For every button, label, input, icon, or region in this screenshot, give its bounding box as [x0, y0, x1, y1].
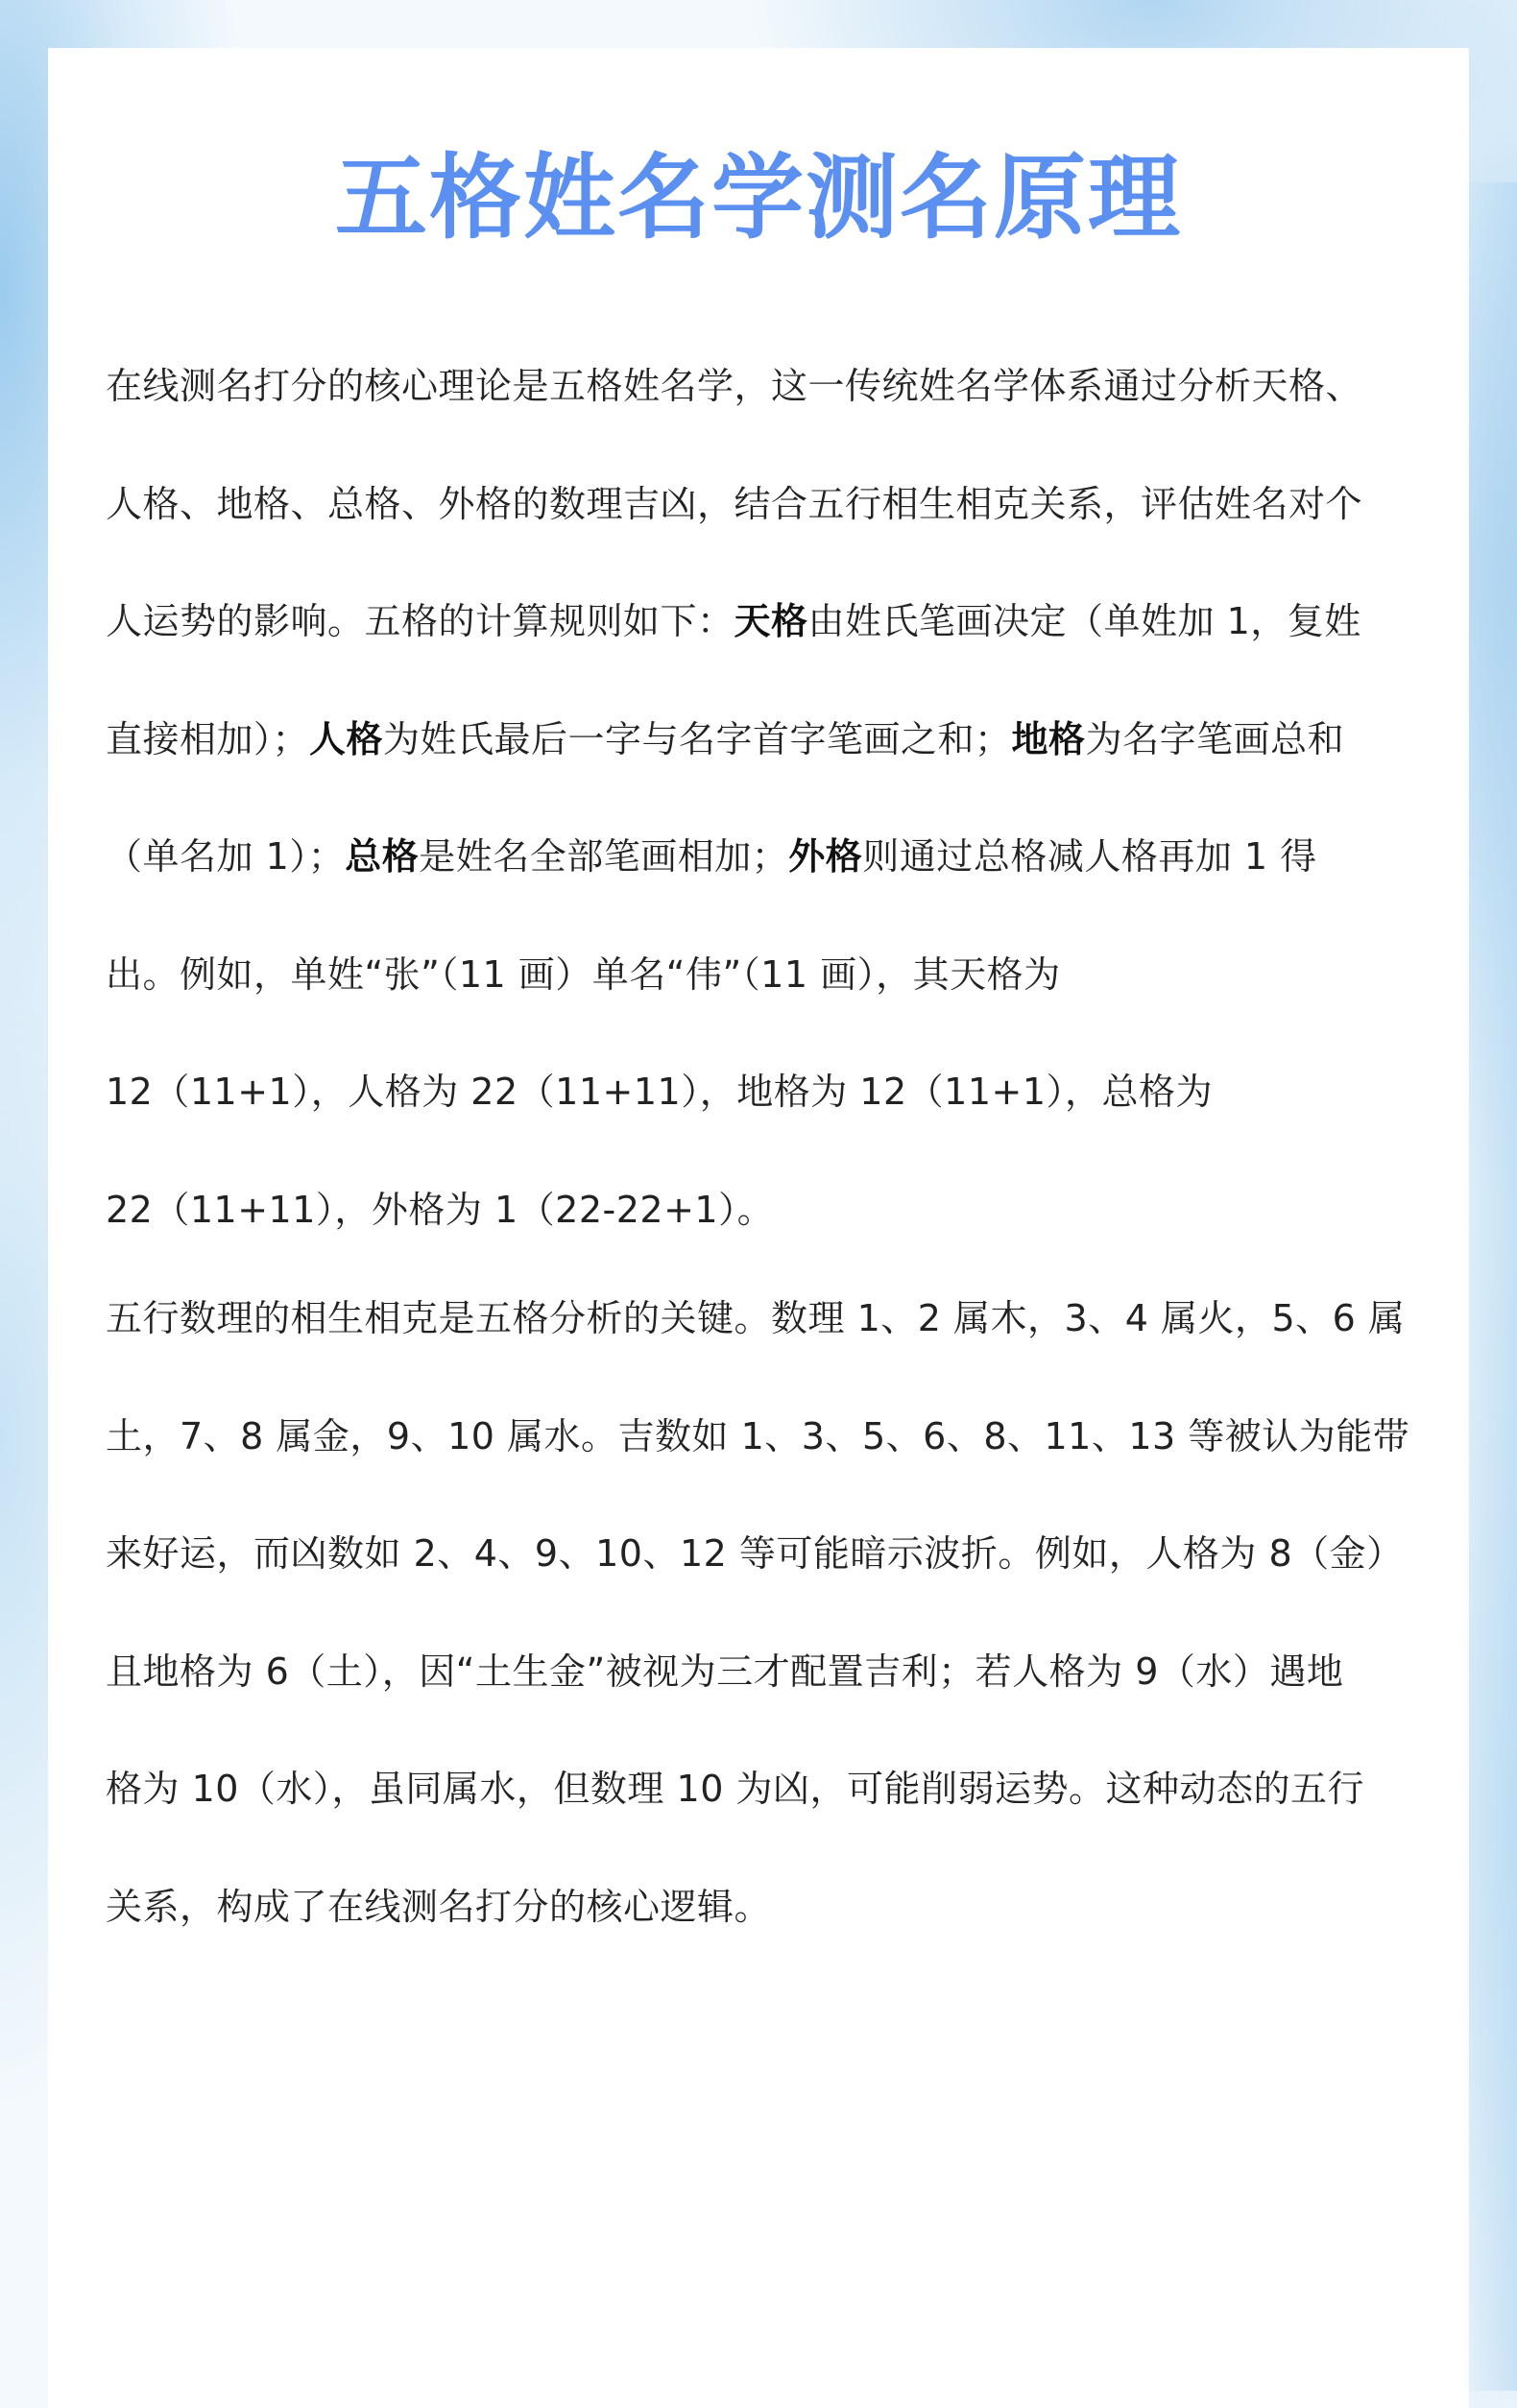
- text-line: [106, 563, 1431, 681]
- text-line: 人格、地格、总格、外格的数理吉凶，结合五行相生相克关系，评估姓名对个: [106, 482, 1363, 525]
- text-line: 22（11+11），外格为 1（22-22+1）。: [106, 1188, 775, 1231]
- right-watercolor-edge: [1461, 182, 1517, 2391]
- text-line: 12（11+1），人格为 22（11+11），地格为 12（11+1），总格为: [106, 1071, 1214, 1113]
- text-segment: （单名加 1）；: [106, 835, 346, 878]
- text-line: 关系，构成了在线测名打分的核心逻辑。: [106, 1885, 772, 1928]
- paragraph-wuxing-numerology: [106, 1260, 1431, 1965]
- text-segment: 为名字笔画总和: [1085, 717, 1345, 760]
- text-line: 来好运，而凶数如 2、4、9、10、12 等可能暗示波折。例如，人格为 8（金）: [106, 1532, 1404, 1575]
- text-line: 土，7、8 属金，9、10 属水。吉数如 1、3、5、6、8、11、13 等被认为能带: [106, 1414, 1410, 1457]
- text-line: 出。例如，单姓“张”（11 画）单名“伟”（11 画），其天格为: [106, 952, 1061, 996]
- term-dige: 地格: [1011, 717, 1086, 760]
- term-waige: 外格: [788, 835, 863, 878]
- text-line: 格为 10（水），虽同属水，但数理 10 为凶，可能削弱运势。这种动态的五行: [106, 1768, 1364, 1810]
- text-segment: 则通过总格减人格再加 1 得: [862, 835, 1317, 878]
- term-tiange: 天格: [734, 600, 808, 642]
- text-line: [106, 798, 1431, 916]
- text-segment: 由姓氏笔画决定（单姓加 1，复姓: [807, 600, 1361, 642]
- paragraph-wuge-rules: [106, 327, 1431, 1268]
- text-line: 且地格为 6（土），因“土生金”被视为三才配置吉利；若人格为 9（水）遇地: [106, 1649, 1344, 1693]
- term-zongge: 总格: [345, 835, 420, 878]
- page-title: 五格姓名学测名原理: [335, 144, 1182, 252]
- text-line: 在线测名打分的核心理论是五格姓名学，这一传统姓名学体系通过分析天格、: [106, 365, 1363, 407]
- text-segment: 人运势的影响。五格的计算规则如下：: [106, 600, 734, 642]
- text-line: [106, 681, 1431, 799]
- text-line: 五行数理的相生相克是五格分析的关键。数理 1、2 属木，3、4 属火，5、6 属: [106, 1297, 1406, 1339]
- text-segment: 为姓氏最后一字与名字首字笔画之和；: [383, 717, 1012, 760]
- text-segment: 直接相加）；: [106, 717, 310, 760]
- text-segment: 是姓名全部笔画相加；: [419, 835, 789, 878]
- term-renge: 人格: [309, 717, 384, 760]
